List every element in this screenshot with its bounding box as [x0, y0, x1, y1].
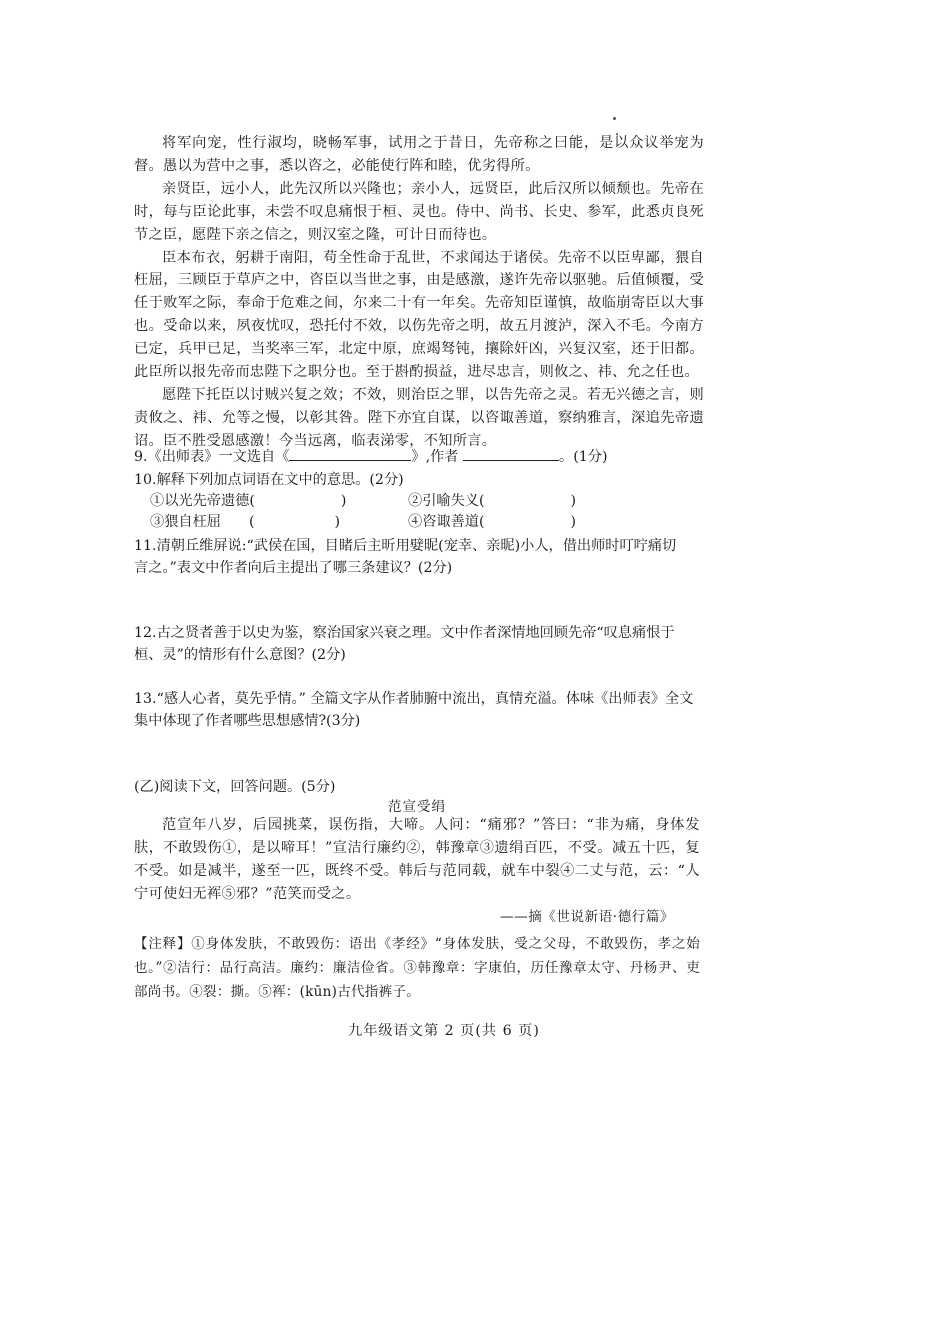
question-12-line1: 12.古之贤者善于以史为鉴，察治国家兴衰之理。文中作者深情地回顾先帝“叹息痛恨于 [134, 625, 675, 641]
question-9 [134, 446, 608, 468]
q9-stem-b: 》,作者 [411, 449, 459, 465]
source-citation: ——摘《世说新语·德行篇》 [500, 909, 675, 925]
question-10-stem: 10.解释下列加点词语在文中的意思。(2分) [134, 472, 404, 488]
question-11-line1: 11.清朝丘维屏说:“武侯在国，目睹后主昕用嬖昵(宠幸、亲昵)小人，借出师时叮咛痛切 [134, 538, 677, 554]
close-paren: ) [334, 514, 341, 530]
part-b-heading: (乙)阅读下文，回答问题。(5分) [134, 779, 336, 795]
q9-stem-c: 。(1分) [559, 449, 608, 465]
annotation-notes: 【注释】①身体发肤，不敢毁伤：语出《孝经》“身体发肤，受之父母，不敢毁伤，孝之始也。”②洁行：品行高洁。廉约：廉洁俭省。③韩豫章：字康伯，历任豫章太守、丹杨尹、吏部尚书。④裂：撕。⑤裈：(kūn)古代指裤子。 [134, 936, 700, 1000]
passage-paragraph: 范宣年八岁，后园挑菜，误伤指，大啼。人问：“痛邪？”答曰：“非为痛，身体发肤，不敢毁伤①，是以啼耳！”宣洁行廉约②，韩豫章③遗绢百匹，不受。减五十匹，复不受。如是减半，遂至一匹，既终不受。韩后与范同载，就车中裂④二丈与范，云：“人宁可使妇无裈⑤邪？”范笑而受之。 [134, 817, 700, 902]
passage-paragraph: 将军向宠，性行淑均，晓畅军事，试用之于昔日，先帝称之曰能，是以众议举宠为督。愚以为营中之事，悉以咨之，必能使行阵和睦，优劣得所。 [134, 135, 704, 174]
close-paren: ) [340, 493, 347, 509]
close-paren: ) [570, 493, 577, 509]
answer-blank[interactable] [289, 446, 411, 461]
question-10-row [150, 512, 576, 532]
question-13-line2: 集中体现了作者哪些思想感情?(3分) [134, 713, 361, 729]
part-b-title: 范宣受绢 [388, 799, 446, 815]
passage-paragraph: 愿陛下托臣以讨贼兴复之效；不效，则治臣之罪，以告先帝之灵。若无兴德之言，则责攸之、祎、允等之慢，以彰其咎。陛下亦宜自谋，以咨诹善道，察纳雅言，深追先帝遗诏。臣不胜受恩感激！今当远离，临表涕零，不知所言。 [134, 386, 704, 449]
q10-item-1: ①以光先帝遗德( [150, 493, 255, 509]
passage-paragraph: 亲贤臣，远小人，此先汉所以兴隆也；亲小人，远贤臣，此后汉所以倾颓也。先帝在时，每与臣论此事，未尝不叹息痛恨于桓、灵也。侍中、尚书、长史、参军，此悉贞良死节之臣，愿陛下亲之信之，则汉室之隆，可计日而待也。 [134, 180, 704, 243]
question-12-line2: 桓、灵”的情形有什么意图？(2分) [134, 647, 346, 663]
fan-xuan-passage [134, 814, 700, 906]
page-footer: 九年级语文第 2 页(共 6 页) [348, 1023, 540, 1039]
question-13-line1: 13.“感人心者，莫先乎情。” 全篇文字从作者肺腑中流出，真情充溢。体味《出师表》全文 [134, 691, 694, 707]
answer-blank[interactable] [463, 446, 559, 461]
q10-item-3: ③猥自枉屈 [150, 514, 221, 530]
passage-paragraph: 臣本布衣，躬耕于南阳，苟全性命于乱世，不求闻达于诸侯。先帝不以臣卑鄙，猥自枉屈，三顾臣于草庐之中，咨臣以当世之事，由是感激，遂许先帝以驱驰。后值倾覆，受任于败军之际，奉命于危难之间，尔来二十有一年矣。先帝知臣谨慎，故临崩寄臣以大事也。受命以来，夙夜忧叹，恐托付不效，以伤先帝之明，故五月渡泸，深入不毛。今南方已定，兵甲已足，当奖率三军，北定中原，庶竭驽钝，攘除奸凶，兴复汉室，还于旧都。此臣所以报先帝而忠陛下之职分也。至于斟酌损益，进尽忠言，则攸之、祎、允之任也。 [134, 249, 704, 381]
close-paren: ) [570, 514, 577, 530]
question-11-line2: 言之。”表文中作者向后主提出了哪三条建议？(2分) [134, 560, 453, 576]
q10-item-2: ②引喻失义( [408, 493, 485, 509]
chushibiao-passage [134, 132, 704, 453]
scan-speck [613, 117, 616, 120]
q9-stem-a: 9.《出师表》一文选自《 [134, 449, 290, 465]
question-10-row [150, 491, 576, 511]
q10-item-4: ④咨诹善道( [408, 514, 485, 530]
open-paren: ( [248, 514, 255, 530]
